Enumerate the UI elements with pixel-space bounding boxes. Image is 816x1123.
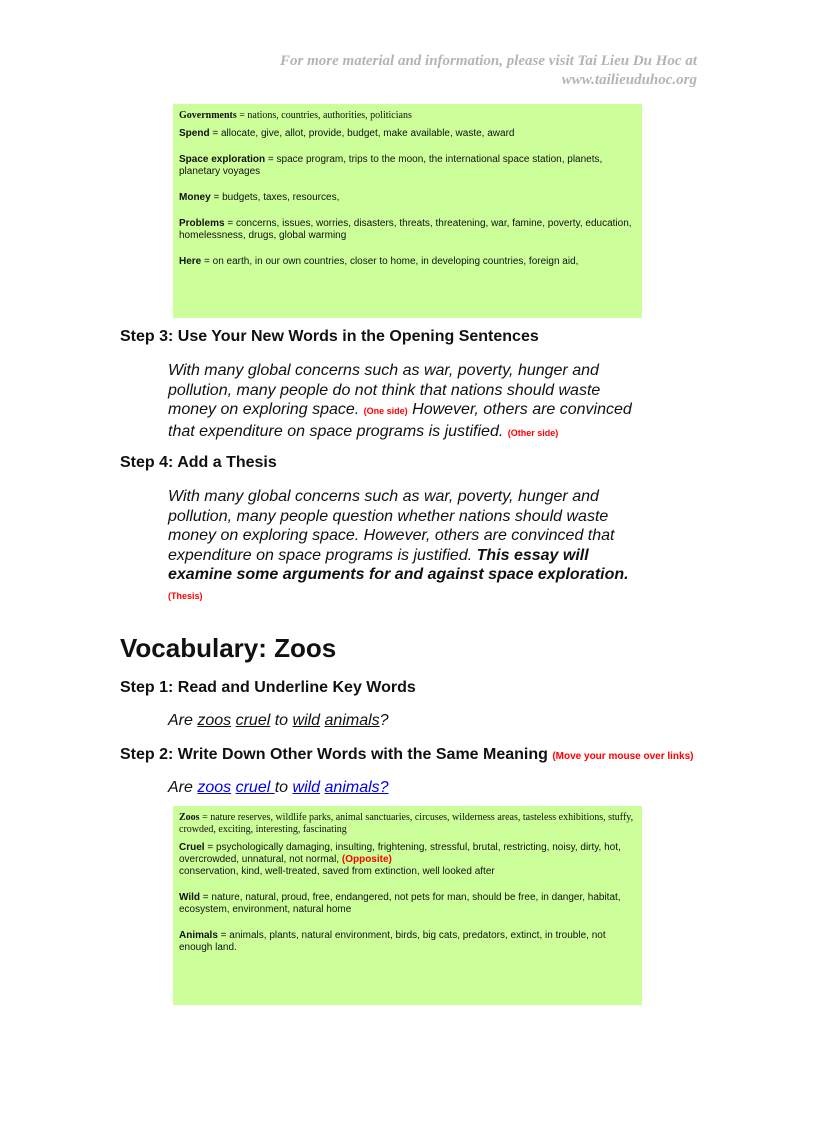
entry-space-exploration xyxy=(179,154,636,178)
step4-text-1: With many global concerns such as war, poverty, hunger and pollution, many people question whether nations should waste money on exploring space. However, others are convinced that expenditure on space programs is justified. xyxy=(168,488,615,564)
def-cruel-opposite: conservation, kind, well-treated, saved from extinction, well looked after xyxy=(179,866,495,877)
step3-text-1: With many global concerns such as war, poverty, hunger and pollution, many people do not think that nations should waste money on exploring space. xyxy=(168,362,601,418)
def-space-exploration: = space program, trips to the moon, the international space station, planets, planetary voyages xyxy=(179,154,603,177)
zoo-step1-heading: Step 1: Read and Underline Key Words xyxy=(120,679,416,696)
entry-problems xyxy=(179,218,636,242)
vocab-title: Vocabulary: Zoos xyxy=(120,633,337,663)
q1-animals: animals xyxy=(324,712,380,729)
thesis-statement: This essay will examine some arguments for and against space exploration. xyxy=(168,546,629,583)
header-line-1: For more material and information, please visit Tai Lieu Du Hoc at xyxy=(280,53,697,69)
tag-one-side: (One side) xyxy=(363,406,408,416)
step4-heading: Step 4: Add a Thesis xyxy=(120,454,277,471)
q1-cruel: cruel xyxy=(235,712,271,729)
step3-heading: Step 3: Use Your New Words in the Opening Sentences xyxy=(120,328,539,345)
def-wild: = nature, natural, proud, free, endangered, not pets for man, should be free, in danger, habitat, ecosystem, environment, natural home xyxy=(179,892,621,915)
tag-other-side: (Other side) xyxy=(507,427,559,438)
mouse-over-note: (Move your mouse over links) xyxy=(552,751,694,762)
zoo-step2-heading-text: Step 2: Write Down Other Words with the Same Meaning xyxy=(120,746,553,763)
tag-thesis: (Thesis) xyxy=(168,590,203,601)
zoo-step2-question xyxy=(168,778,648,798)
entry-here xyxy=(179,256,636,268)
page-header xyxy=(0,52,697,90)
term-animals: Animals xyxy=(179,930,218,941)
q2-to: to xyxy=(274,779,293,796)
q2-are: Are xyxy=(168,779,198,796)
q1-zoos: zoos xyxy=(197,712,232,729)
link-cruel[interactable]: cruel xyxy=(235,779,275,796)
zoo-step1-question xyxy=(168,711,648,731)
def-zoos: = nature reserves, wildlife parks, animal sanctuaries, circuses, wilderness areas, tasteless exhibitions, stuffy, crowded, exciting, interesting, fascinating xyxy=(179,812,634,835)
entry-zoos xyxy=(179,812,636,836)
q1-mark: ? xyxy=(379,712,389,729)
header-line-2: www.tailieuduhoc.org xyxy=(561,72,697,88)
def-animals: = animals, plants, natural environment, birds, big cats, predators, extinct, in trouble, not enough land. xyxy=(179,930,606,953)
term-spend: Spend xyxy=(179,128,210,139)
entry-animals xyxy=(179,930,636,954)
term-problems: Problems xyxy=(179,218,225,229)
entry-money xyxy=(179,192,636,204)
def-cruel: = psychologically damaging, insulting, frightening, stressful, brutal, restricting, noisy, dirty, hot, overcrowded, unnatural, not normal, xyxy=(179,842,621,865)
q1-wild: wild xyxy=(292,712,321,729)
zoo-step2-heading xyxy=(120,745,694,767)
entry-spend xyxy=(179,128,636,140)
q1-to: to xyxy=(270,712,293,729)
term-money: Money xyxy=(179,192,211,203)
step3-paragraph xyxy=(168,361,648,443)
link-animals[interactable]: animals? xyxy=(324,779,389,796)
def-governments: = nations, countries, authorities, politicians xyxy=(236,110,412,121)
term-wild: Wild xyxy=(179,892,201,903)
link-wild[interactable]: wild xyxy=(292,779,321,796)
entry-governments xyxy=(179,110,636,122)
entry-wild xyxy=(179,892,636,916)
step3-text-2: However, others are convinced that expenditure on space programs is justified. xyxy=(168,401,632,440)
synonyms-box-zoos xyxy=(173,806,642,1005)
term-space-exploration: Space exploration xyxy=(179,154,266,165)
q1-are: Are xyxy=(168,712,198,729)
link-zoos[interactable]: zoos xyxy=(197,779,232,796)
def-spend: = allocate, give, allot, provide, budget, make available, waste, award xyxy=(209,128,515,139)
term-cruel: Cruel xyxy=(179,842,205,853)
entry-cruel xyxy=(179,842,636,878)
term-governments: Governments xyxy=(179,110,237,121)
step4-paragraph xyxy=(168,487,648,606)
def-money: = budgets, taxes, resources, xyxy=(210,192,340,203)
def-here: = on earth, in our own countries, closer to home, in developing countries, foreign aid, xyxy=(201,256,579,267)
def-problems: = concerns, issues, worries, disasters, threats, threatening, war, famine, poverty, education, homelessness, drugs, global warming xyxy=(179,218,632,241)
term-zoos: Zoos xyxy=(179,812,200,823)
term-here: Here xyxy=(179,256,202,267)
opposite-label: (Opposite) xyxy=(341,854,392,865)
synonyms-box-space xyxy=(173,104,642,318)
